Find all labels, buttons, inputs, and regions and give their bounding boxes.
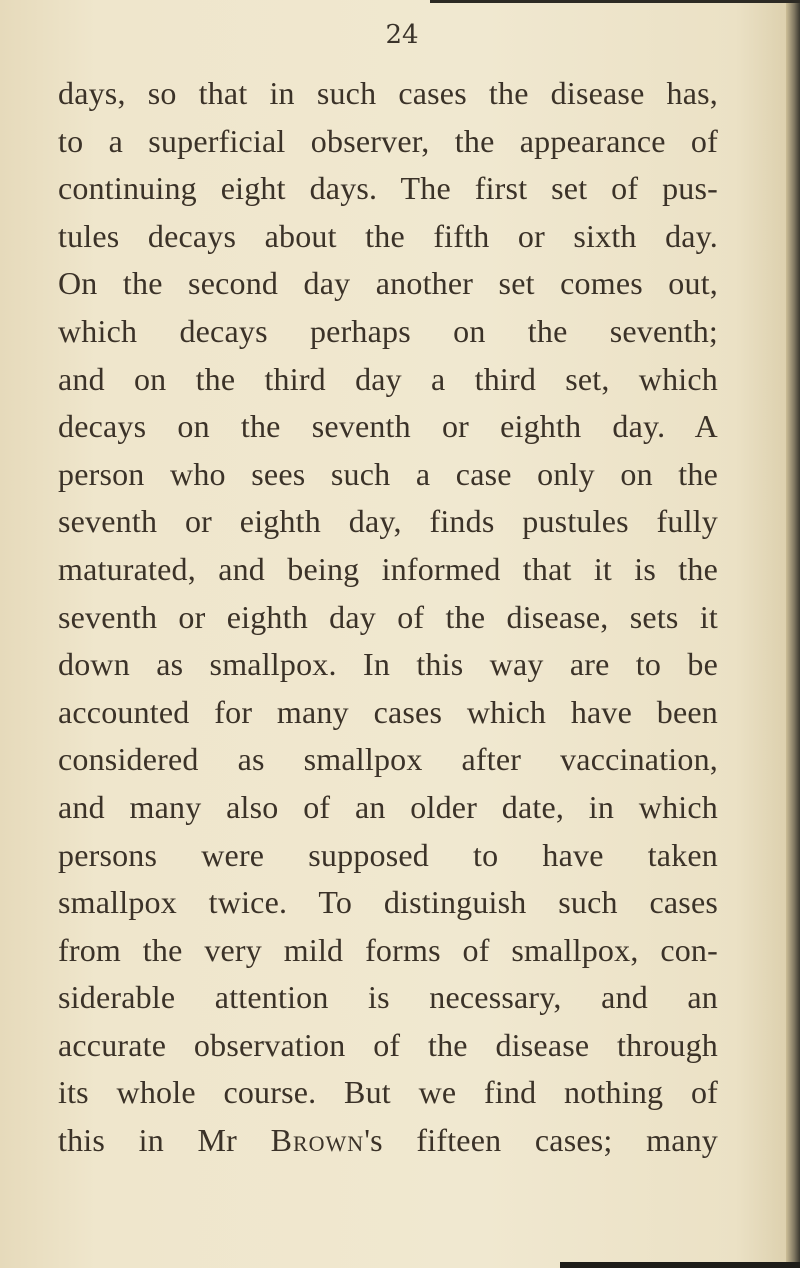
text-line: and many also of an older date, in which (58, 788, 718, 825)
author-name: Brown (270, 1122, 365, 1159)
text-line: person who sees such a case only on the (58, 455, 718, 492)
text-line: down as smallpox. In this way are to be (58, 646, 718, 683)
text-line: smallpox twice. To distinguish such cases (58, 884, 718, 921)
text-line: considered as smallpox after vaccination, (58, 741, 718, 778)
text-line: which decays perhaps on the seventh; (58, 312, 718, 349)
text-line-last (58, 1117, 718, 1165)
text-line: from the very mild forms of smallpox, con- (58, 931, 718, 968)
last-line-end: 's fifteen cases; many (364, 1122, 718, 1159)
text-line: seventh or eighth day, finds pustules fully (58, 503, 718, 540)
text-line: On the second day another set comes out, (58, 265, 718, 302)
bottom-rule (560, 1262, 800, 1268)
text-line: its whole course. But we find nothing of (58, 1074, 718, 1111)
text-line: to a superficial observer, the appearance of (58, 122, 718, 159)
text-line: seventh or eighth day of the disease, sets it (58, 598, 718, 635)
text-line: accounted for many cases which have been (58, 693, 718, 730)
text-line: persons were supposed to have taken (58, 836, 718, 873)
body-text (58, 70, 718, 1165)
text-line: tules decays about the fifth or sixth day. (58, 217, 718, 254)
page-number: 24 (385, 20, 419, 50)
text-line: accurate observation of the disease through (58, 1026, 718, 1063)
text-line: siderable attention is necessary, and an (58, 979, 718, 1016)
text-line: continuing eight days. The first set of pus- (58, 170, 718, 207)
page-edge-shadow (786, 0, 800, 1268)
text-line: decays on the seventh or eighth day. A (58, 408, 718, 445)
text-line: and on the third day a third set, which (58, 360, 718, 397)
text-line: days, so that in such cases the disease has, (58, 75, 718, 111)
last-line-start: this in Mr (58, 1122, 271, 1159)
top-rule (430, 0, 800, 3)
text-line: maturated, and being informed that it is the (58, 550, 718, 587)
